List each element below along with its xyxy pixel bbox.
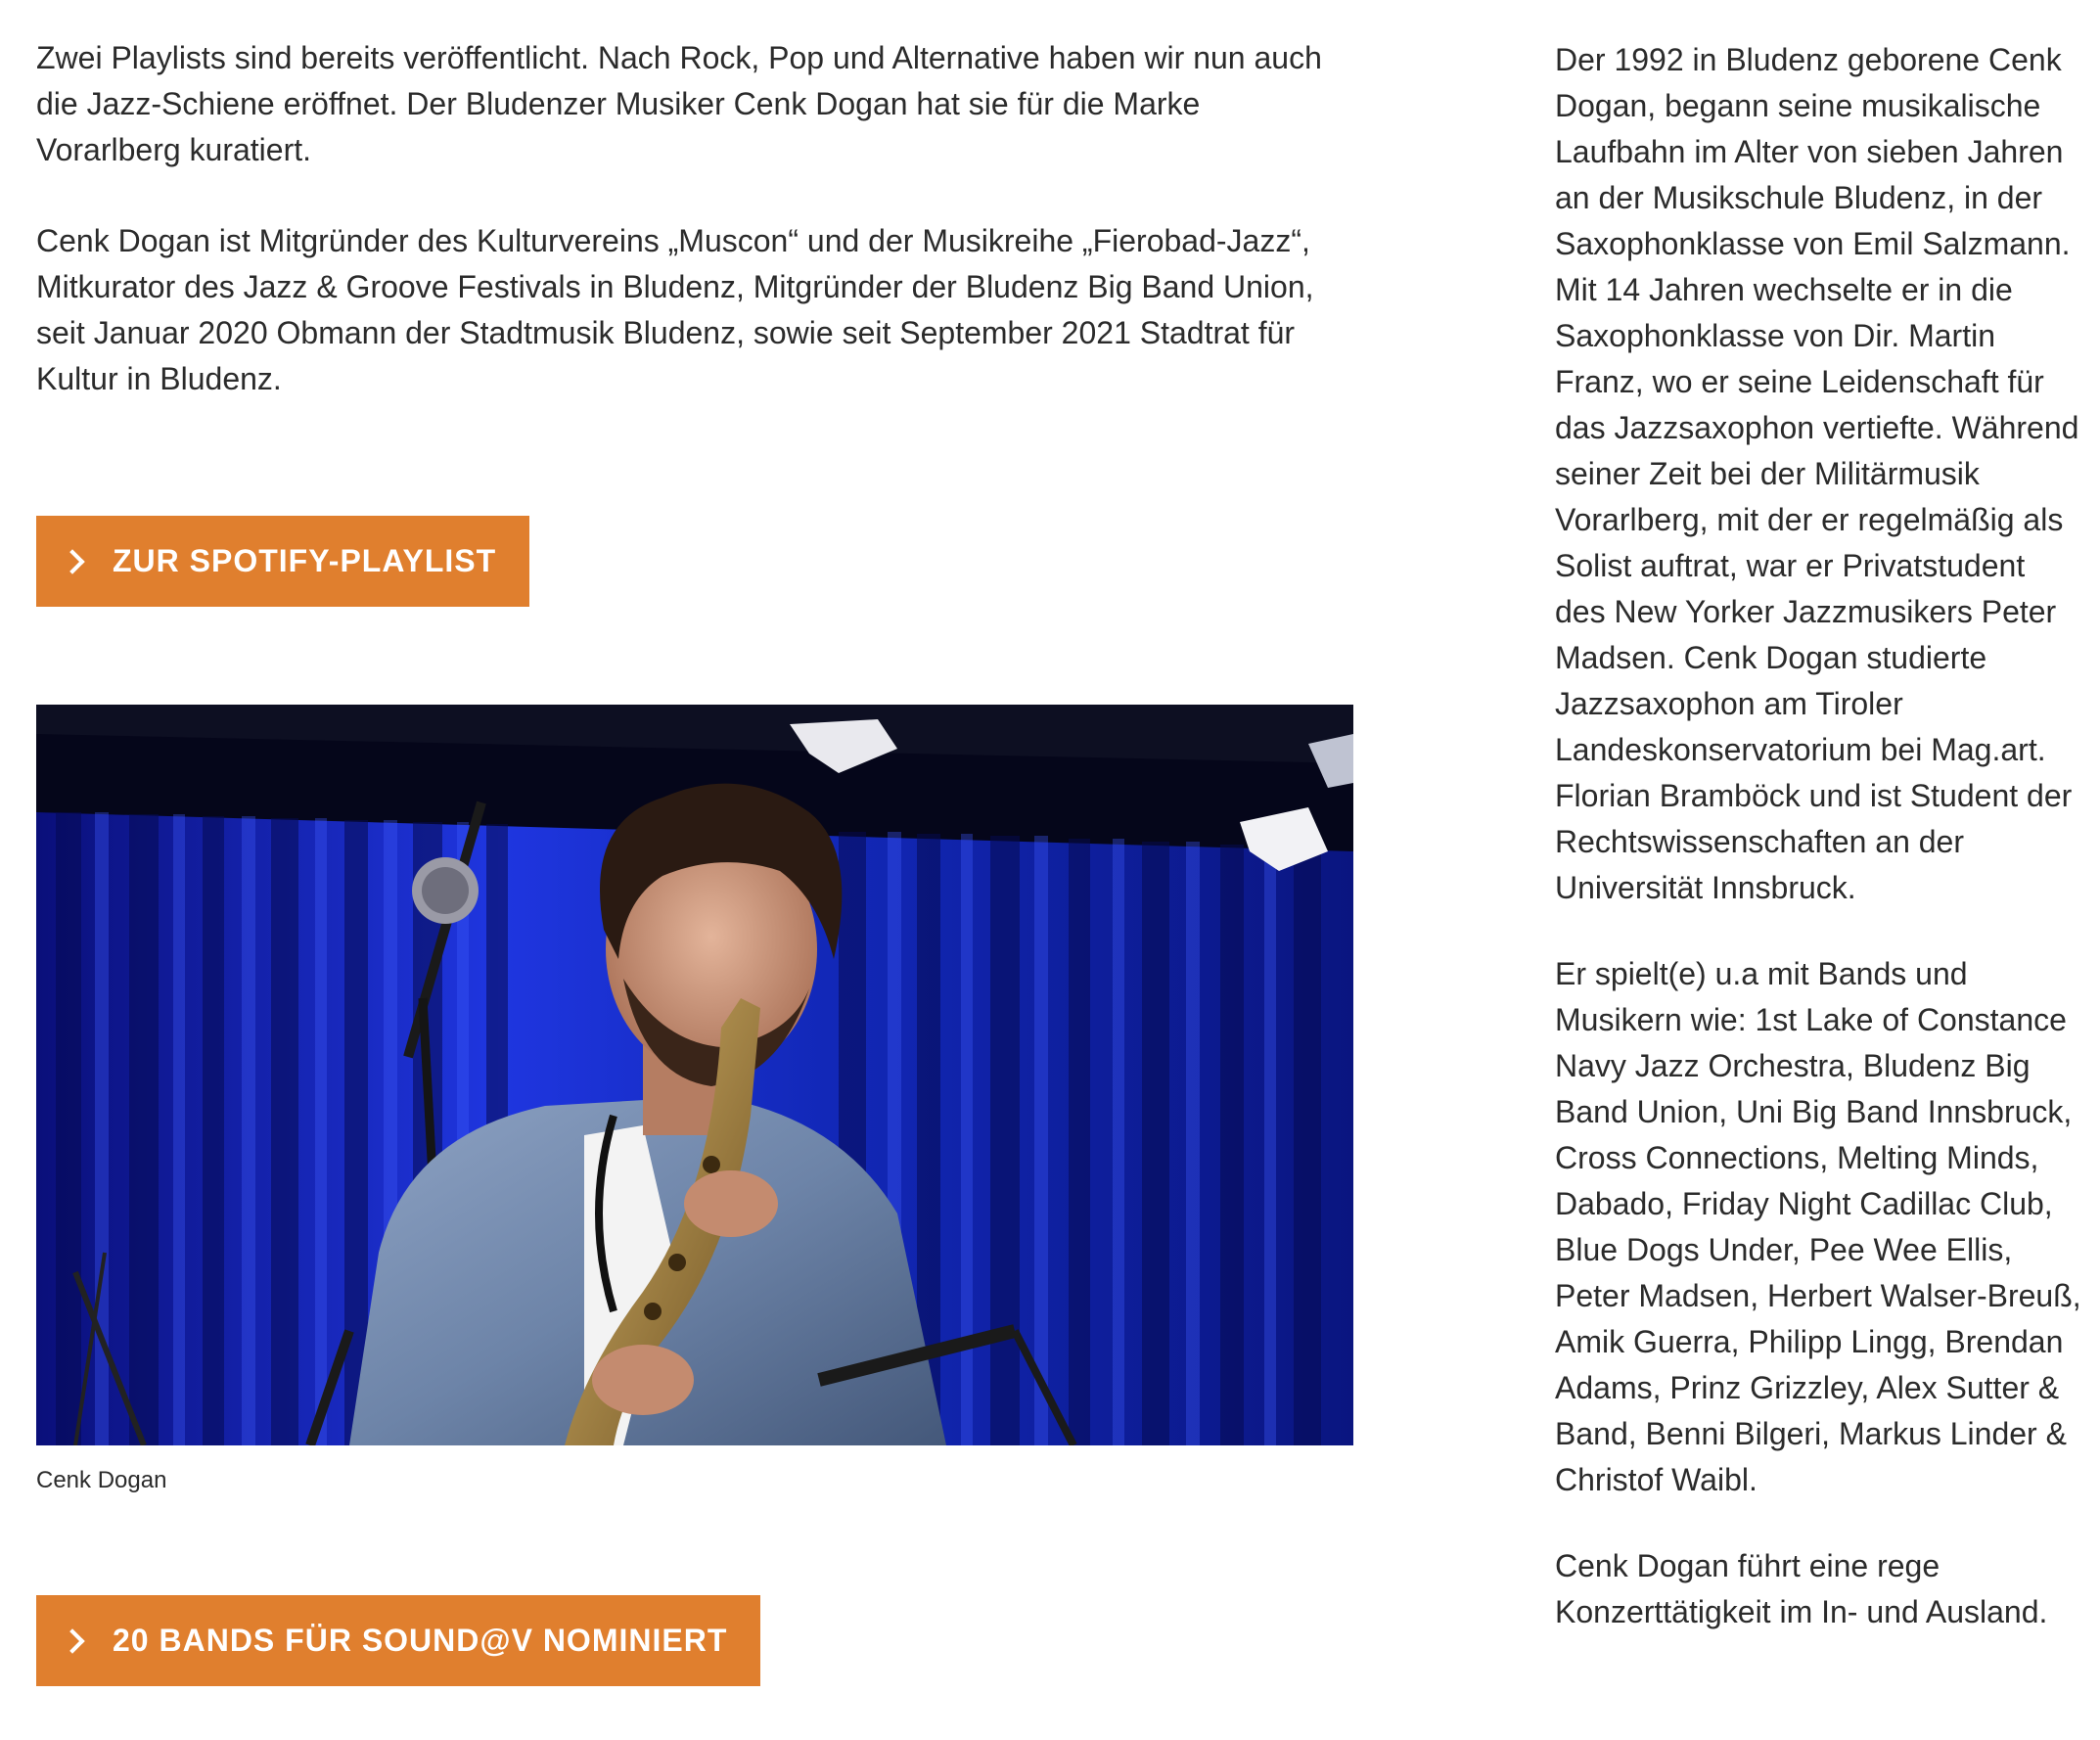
spotify-playlist-button[interactable] bbox=[36, 516, 529, 607]
chevron-right-icon bbox=[60, 549, 84, 573]
bands-nominated-button-label: 20 BANDS FÜR SOUND@V NOMINIERT bbox=[113, 1623, 728, 1658]
sidebar-paragraph-career: Der 1992 in Bludenz geborene Cenk Dogan, begann seine musikalische Laufbahn im Alter von sieben Jahren an der Musikschule Bludenz, in der Saxophonklasse von Emil Salzmann. Mit 14 Jahren wechselte er in die Saxophonklasse von Dir. Martin Franz, wo er seine Leidenschaft für das Jazzsaxophon vertiefte. Während seiner Zeit bei der Militärmusik Vorarlberg, mit der er regelmäßig als Solist auftrat, war er Privatstudent des New Yorker Jazzmusikers Peter Madsen. Cenk Dogan studierte Jazzsaxophon am Tiroler Landeskonservatorium bei Mag.art. Florian Bramböck und ist Student der Rechtswissenschaften an der Universität Innsbruck. bbox=[1555, 42, 2079, 905]
sidebar-bio bbox=[1555, 37, 2083, 1675]
spotify-playlist-button-label: ZUR SPOTIFY-PLAYLIST bbox=[113, 543, 497, 578]
bands-nominated-button[interactable] bbox=[36, 1595, 760, 1686]
sidebar-paragraph-bands: Er spielt(e) u.a mit Bands und Musikern wie: 1st Lake of Constance Navy Jazz Orchestra, Bludenz Big Band Union, Uni Big Band Innsbruck, Cross Connections, Melting Minds, Dabado, Friday Night Cadillac Club, Blue Dogs Under, Pee Wee Ellis, Peter Madsen, Herbert Walser-Breuß, Amik Guerra, Philipp Lingg, Brendan Adams, Prinz Grizzley, Alex Sutter & Band, Benni Bilgeri, Markus Linder & Christof Waibl. bbox=[1555, 956, 2081, 1497]
main-content bbox=[36, 35, 1352, 447]
bio-paragraph: Cenk Dogan ist Mitgründer des Kulturvereins „Muscon“ und der Musikreihe „Fierobad-Jazz“, Mitkurator des Jazz & Groove Festivals in Bludenz, Mitgründer der Bludenz Big Band Union, seit Januar 2020 Obmann der Stadtmusik Bludenz, sowie seit September 2021 Stadtrat für Kultur in Bludenz. bbox=[36, 223, 1314, 396]
intro-paragraph: Zwei Playlists sind bereits veröffentlicht. Nach Rock, Pop und Alternative haben wir nun auch die Jazz-Schiene eröffnet. Der Bludenzer Musiker Cenk Dogan hat sie für die Marke Vorarlberg kuratiert. bbox=[36, 40, 1322, 167]
chevron-right-icon bbox=[60, 1628, 84, 1653]
sidebar-paragraph-concerts: Cenk Dogan führt eine rege Konzerttätigkeit im In- und Ausland. bbox=[1555, 1548, 2048, 1629]
musician-photo bbox=[36, 705, 1353, 1445]
image-caption: Cenk Dogan bbox=[36, 1467, 167, 1493]
